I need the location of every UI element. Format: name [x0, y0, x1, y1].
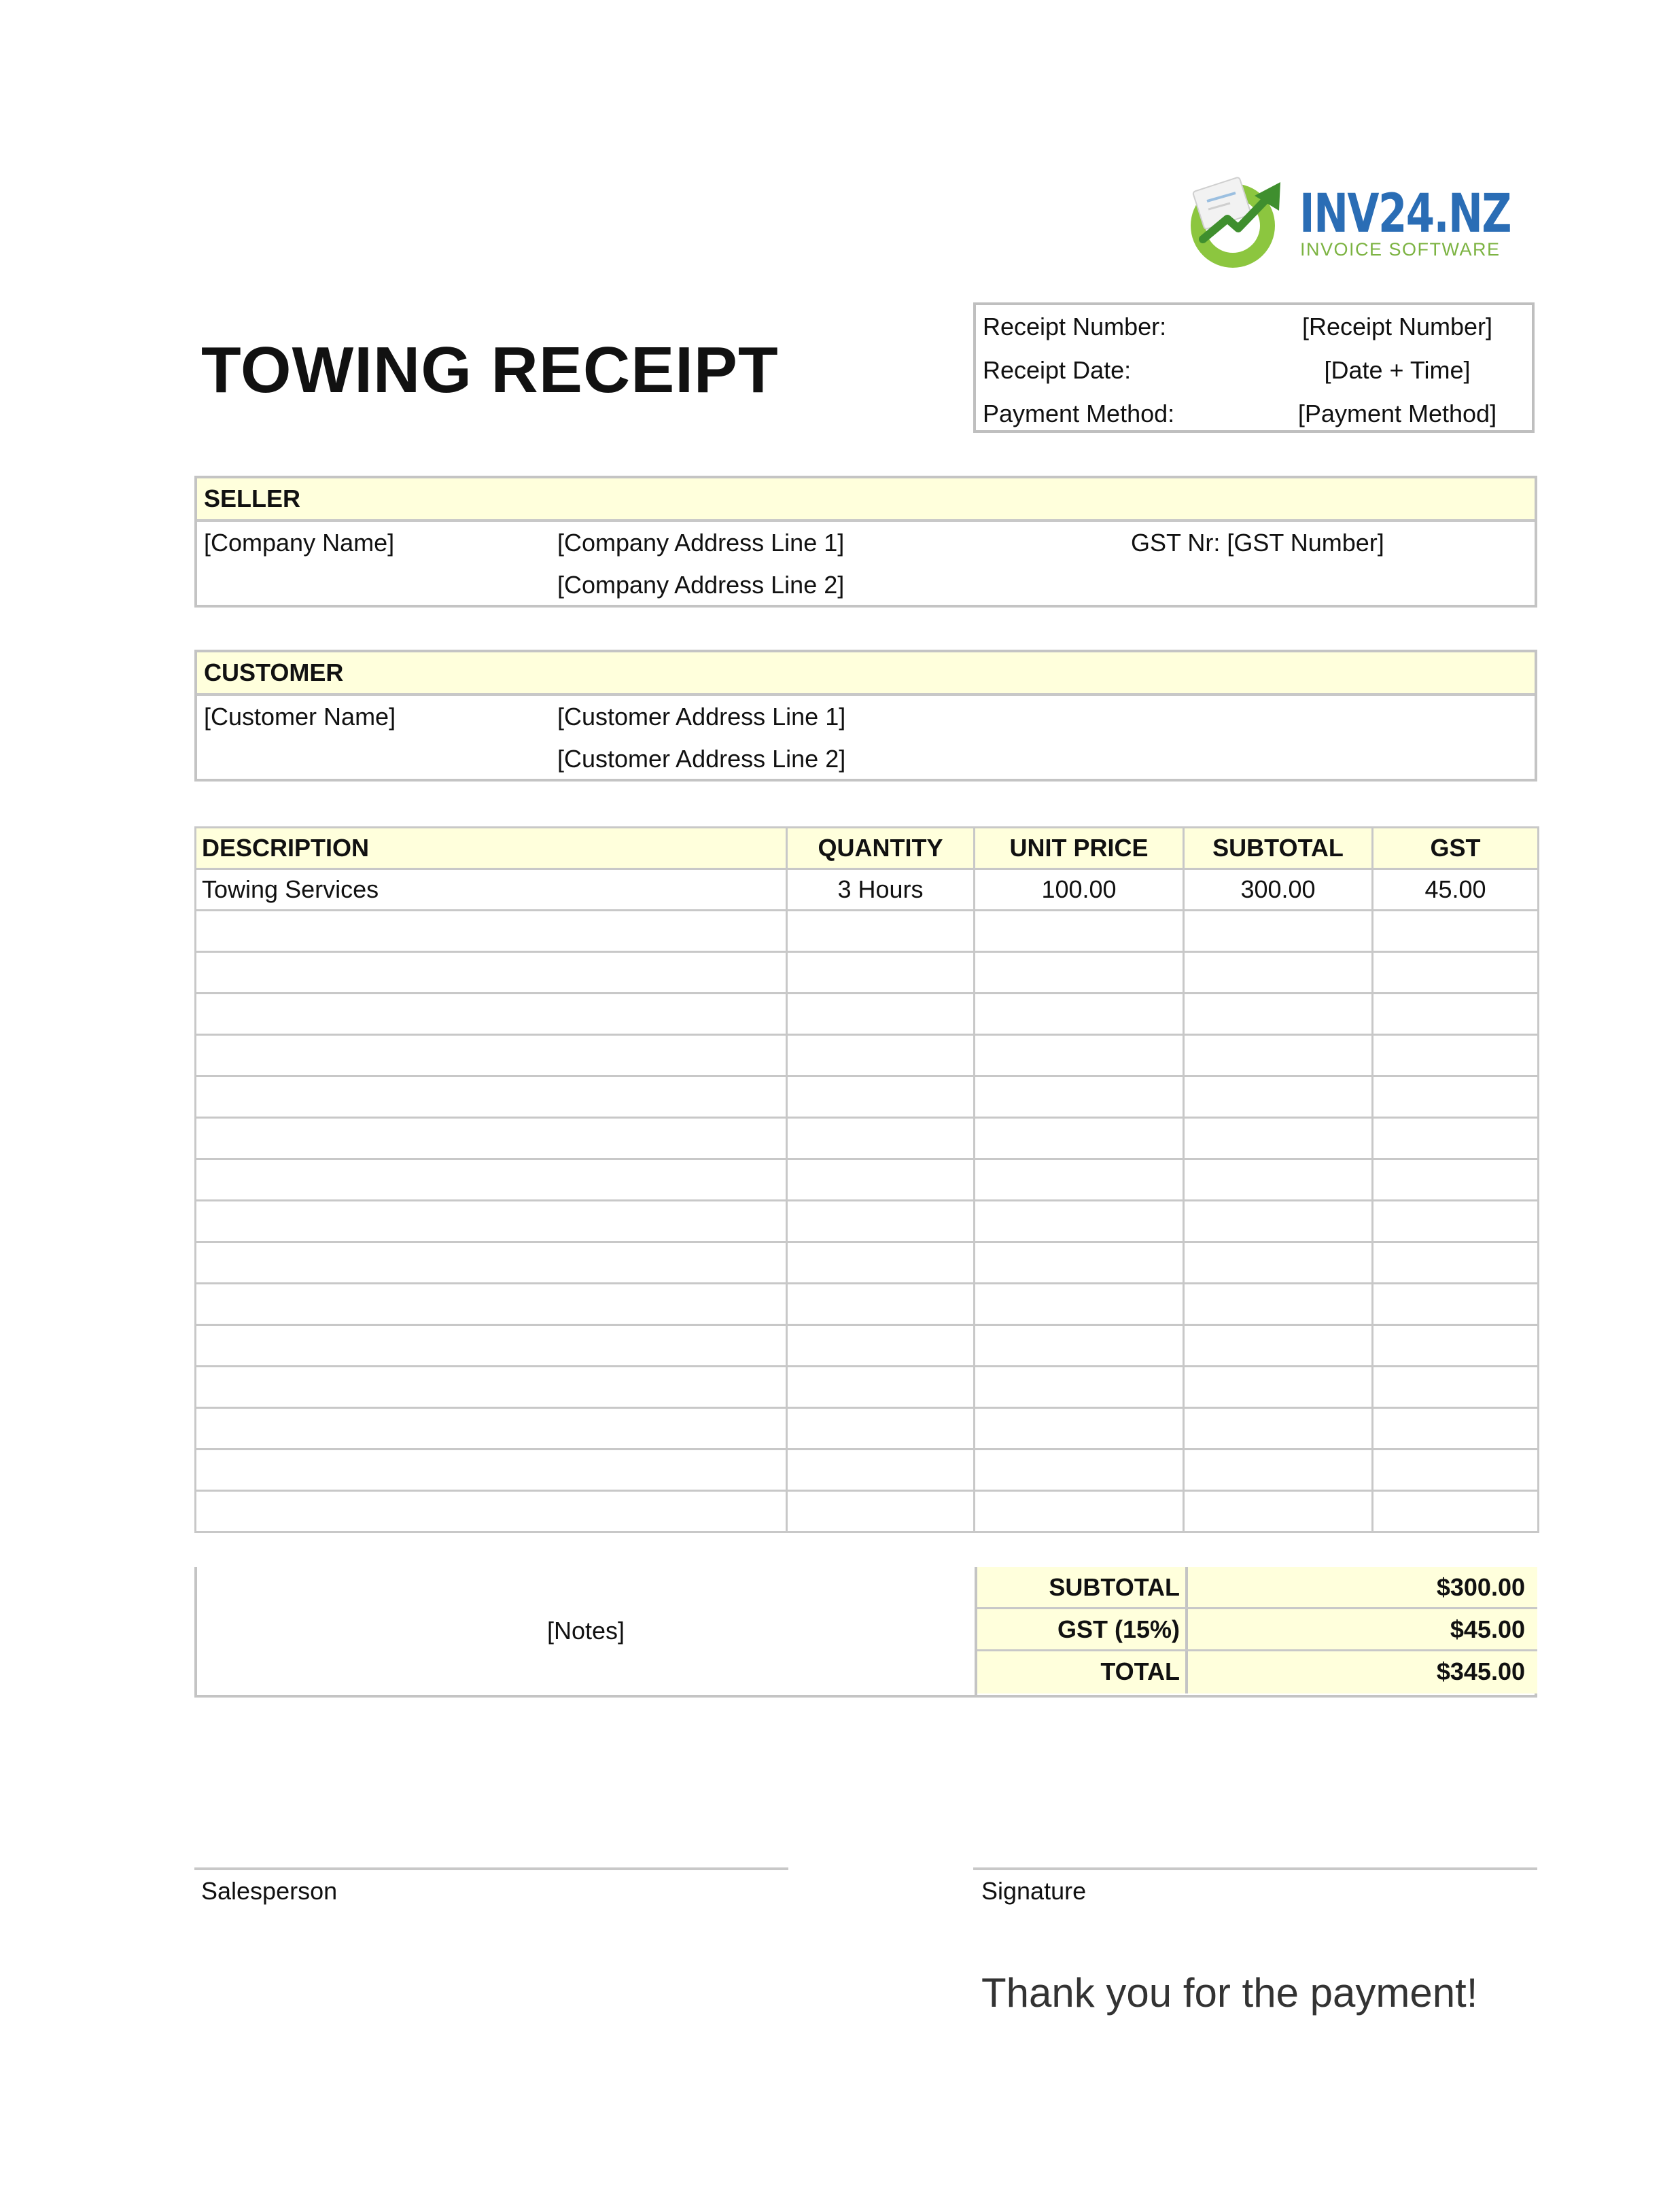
item-gst[interactable] [1373, 1076, 1539, 1118]
item-subtotal[interactable] [1184, 1408, 1373, 1450]
seller-header: SELLER [204, 485, 301, 512]
item-quantity[interactable] [787, 911, 975, 952]
item-quantity[interactable] [787, 952, 975, 994]
table-row [196, 1118, 1539, 1159]
item-description[interactable] [196, 994, 787, 1035]
item-gst[interactable] [1373, 952, 1539, 994]
item-subtotal[interactable] [1184, 1201, 1373, 1242]
payment-method-label: Payment Method: [983, 400, 1175, 427]
table-row [196, 1367, 1539, 1408]
item-quantity[interactable] [787, 1076, 975, 1118]
item-gst[interactable] [1373, 911, 1539, 952]
item-gst[interactable] [1373, 1408, 1539, 1450]
table-row [196, 1284, 1539, 1325]
item-unit-price[interactable] [975, 1118, 1184, 1159]
seller-address-line1[interactable]: [Company Address Line 1] [557, 529, 845, 557]
signature-line [973, 1867, 1537, 1870]
item-unit-price[interactable] [975, 1076, 1184, 1118]
receipt-number-label: Receipt Number: [983, 313, 1167, 340]
item-gst[interactable] [1373, 1201, 1539, 1242]
item-description[interactable]: Towing Services [196, 869, 787, 911]
table-row [196, 1076, 1539, 1118]
item-subtotal[interactable] [1184, 911, 1373, 952]
item-description[interactable] [196, 952, 787, 994]
seller-company-name[interactable]: [Company Name] [204, 529, 395, 557]
table-row [196, 1450, 1539, 1491]
table-row [196, 1201, 1539, 1242]
items-table [194, 826, 1539, 1533]
item-unit-price[interactable] [975, 1201, 1184, 1242]
column-header-unit-price: UNIT PRICE [975, 828, 1184, 869]
item-description[interactable] [196, 1450, 787, 1491]
table-row [196, 1408, 1539, 1450]
item-gst[interactable] [1373, 1284, 1539, 1325]
item-description[interactable] [196, 1408, 787, 1450]
item-description[interactable] [196, 911, 787, 952]
item-subtotal[interactable]: 300.00 [1184, 869, 1373, 911]
customer-header-band [197, 652, 1535, 696]
subtotal-value: $300.00 [1188, 1567, 1537, 1607]
gst-total-row [977, 1609, 1537, 1651]
logo-name: INV24.NZ [1299, 183, 1511, 245]
item-quantity[interactable] [787, 1201, 975, 1242]
payment-method-row [976, 392, 1532, 436]
item-subtotal[interactable] [1184, 1284, 1373, 1325]
item-quantity[interactable] [787, 1242, 975, 1284]
receipt-date-label: Receipt Date: [983, 356, 1132, 384]
item-unit-price[interactable] [975, 1491, 1184, 1532]
item-unit-price[interactable] [975, 952, 1184, 994]
item-subtotal[interactable] [1184, 1325, 1373, 1367]
item-quantity[interactable] [787, 1450, 975, 1491]
item-gst[interactable] [1373, 1491, 1539, 1532]
item-description[interactable] [196, 1242, 787, 1284]
item-unit-price[interactable]: 100.00 [975, 869, 1184, 911]
gst-total-value: $45.00 [1188, 1609, 1537, 1649]
item-subtotal[interactable] [1184, 1242, 1373, 1284]
item-subtotal[interactable] [1184, 1450, 1373, 1491]
item-description[interactable] [196, 1367, 787, 1408]
customer-address-line1[interactable]: [Customer Address Line 1] [557, 703, 846, 731]
notes-field[interactable]: [Notes] [197, 1567, 977, 1695]
item-unit-price[interactable] [975, 1325, 1184, 1367]
item-unit-price[interactable] [975, 1284, 1184, 1325]
item-unit-price[interactable] [975, 1242, 1184, 1284]
item-description[interactable] [196, 1201, 787, 1242]
item-unit-price[interactable] [975, 1159, 1184, 1201]
seller-header-band [197, 478, 1535, 522]
item-gst[interactable] [1373, 1242, 1539, 1284]
seller-section [194, 476, 1537, 608]
item-subtotal[interactable] [1184, 1076, 1373, 1118]
item-description[interactable] [196, 1076, 787, 1118]
item-description[interactable] [196, 1325, 787, 1367]
item-gst[interactable] [1373, 994, 1539, 1035]
items-header-row [196, 828, 1539, 869]
item-quantity[interactable]: 3 Hours [787, 869, 975, 911]
item-description[interactable] [196, 1284, 787, 1325]
customer-name[interactable]: [Customer Name] [204, 703, 396, 731]
item-subtotal[interactable] [1184, 952, 1373, 994]
item-subtotal[interactable] [1184, 1159, 1373, 1201]
seller-gst-number[interactable]: GST Nr: [GST Number] [1131, 529, 1384, 557]
subtotal-label: SUBTOTAL [977, 1567, 1188, 1607]
customer-address-line2[interactable]: [Customer Address Line 2] [557, 745, 846, 773]
item-gst[interactable] [1373, 1118, 1539, 1159]
company-logo [1183, 169, 1511, 270]
item-unit-price[interactable] [975, 1450, 1184, 1491]
column-header-subtotal: SUBTOTAL [1184, 828, 1373, 869]
customer-header: CUSTOMER [204, 658, 344, 686]
receipt-number-row [976, 305, 1532, 349]
item-subtotal[interactable] [1184, 1491, 1373, 1532]
item-gst[interactable] [1373, 1159, 1539, 1201]
grand-total-row [977, 1651, 1537, 1693]
document-title: TOWING RECEIPT [201, 334, 779, 406]
signature-label: Signature [981, 1877, 1087, 1905]
item-subtotal[interactable] [1184, 994, 1373, 1035]
payment-method-value[interactable]: [Payment Method] [1297, 400, 1497, 427]
item-unit-price[interactable] [975, 1035, 1184, 1076]
item-gst[interactable] [1373, 1367, 1539, 1408]
grand-total-label: TOTAL [977, 1651, 1188, 1693]
table-row [196, 952, 1539, 994]
item-quantity[interactable] [787, 1284, 975, 1325]
salesperson-line [194, 1867, 788, 1870]
table-row [196, 1491, 1539, 1532]
item-gst[interactable]: 45.00 [1373, 869, 1539, 911]
salesperson-label: Salesperson [201, 1877, 338, 1905]
item-quantity[interactable] [787, 1367, 975, 1408]
column-header-description: DESCRIPTION [196, 828, 787, 869]
item-unit-price[interactable] [975, 994, 1184, 1035]
thank-you-message: Thank you for the payment! [981, 1970, 1478, 2016]
table-row [196, 869, 1539, 911]
invoice-arrow-logo-icon [1183, 169, 1291, 270]
receipt-date-value[interactable]: [Date + Time] [1324, 356, 1471, 384]
subtotal-row [977, 1567, 1537, 1609]
item-gst[interactable] [1373, 1035, 1539, 1076]
table-row [196, 1325, 1539, 1367]
item-quantity[interactable] [787, 1035, 975, 1076]
item-unit-price[interactable] [975, 1367, 1184, 1408]
items-body [196, 869, 1539, 1532]
item-description[interactable] [196, 1035, 787, 1076]
table-row [196, 1242, 1539, 1284]
table-row [196, 1159, 1539, 1201]
item-subtotal[interactable] [1184, 1118, 1373, 1159]
item-unit-price[interactable] [975, 911, 1184, 952]
receipt-number-value[interactable]: [Receipt Number] [1301, 313, 1493, 340]
item-unit-price[interactable] [975, 1408, 1184, 1450]
item-quantity[interactable] [787, 1408, 975, 1450]
item-quantity[interactable] [787, 994, 975, 1035]
seller-address-line2[interactable]: [Company Address Line 2] [557, 571, 845, 599]
logo-tagline: INVOICE SOFTWARE [1300, 239, 1501, 260]
item-description[interactable] [196, 1159, 787, 1201]
item-quantity[interactable] [787, 1118, 975, 1159]
column-header-gst: GST [1373, 828, 1539, 869]
item-gst[interactable] [1373, 1325, 1539, 1367]
table-row [196, 911, 1539, 952]
receipt-date-row [976, 349, 1532, 392]
item-description[interactable] [196, 1491, 787, 1532]
item-quantity[interactable] [787, 1491, 975, 1532]
column-header-quantity: QUANTITY [787, 828, 975, 869]
customer-section [194, 650, 1537, 782]
item-gst[interactable] [1373, 1450, 1539, 1491]
totals-section [194, 1567, 1537, 1698]
grand-total-value: $345.00 [1188, 1651, 1537, 1693]
item-quantity[interactable] [787, 1325, 975, 1367]
item-subtotal[interactable] [1184, 1035, 1373, 1076]
item-subtotal[interactable] [1184, 1367, 1373, 1408]
item-description[interactable] [196, 1118, 787, 1159]
receipt-meta-box [973, 302, 1535, 433]
gst-total-label: GST (15%) [977, 1609, 1188, 1649]
item-quantity[interactable] [787, 1159, 975, 1201]
table-row [196, 994, 1539, 1035]
table-row [196, 1035, 1539, 1076]
